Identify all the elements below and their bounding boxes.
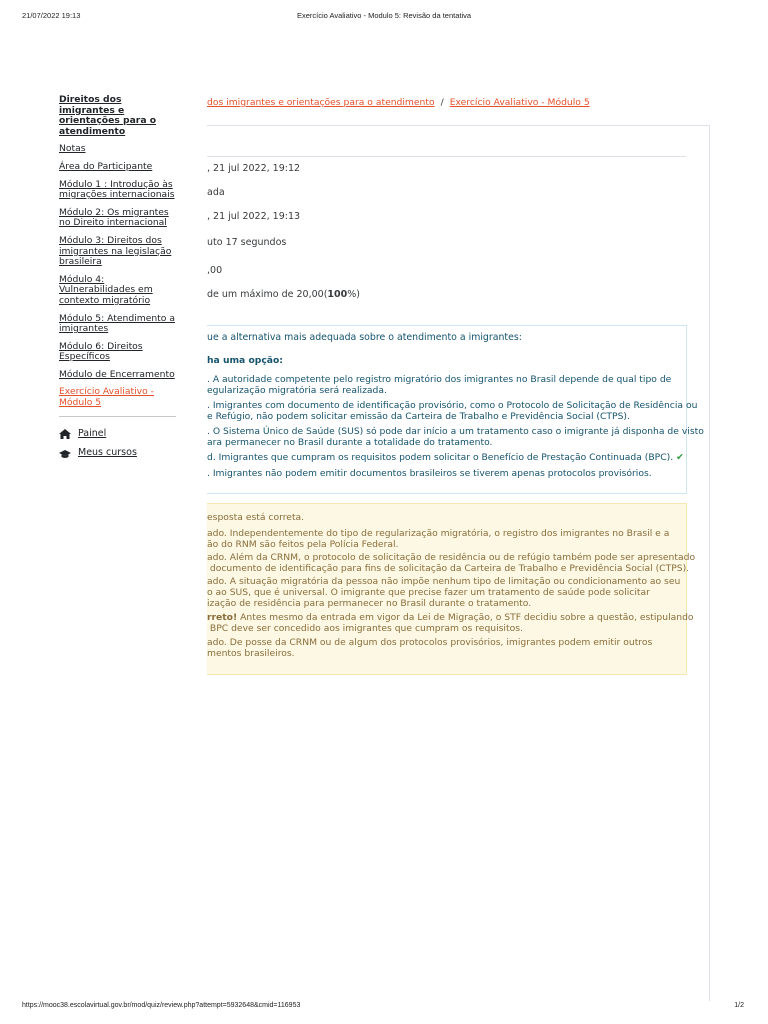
question-text: ue a alternativa mais adequada sobre o atendimento a imigrantes: bbox=[207, 332, 522, 343]
grade-max-prefix: de um máximo de 20,00( bbox=[207, 289, 328, 300]
summary-grade-max bbox=[207, 289, 360, 300]
print-title: Exercício Avaliativo - Modulo 5: Revisão da tentativa bbox=[296, 11, 472, 20]
feedback-item-e: ado. De posse da CRNM ou de algum dos protocolos provisórios, imigrantes podem emitir outros mentos brasileiros. bbox=[207, 637, 653, 659]
option-d-text: d. Imigrantes que cumpram os requisitos podem solicitar o Benefício de Prestação Continuada (BPC). bbox=[207, 452, 674, 463]
print-page-number: 1/2 bbox=[734, 1002, 744, 1009]
sidebar-item-modulo-4[interactable]: Módulo 4: Vulnerabilidades em contexto migratório bbox=[59, 273, 153, 306]
home-icon bbox=[59, 429, 71, 439]
feedback-correct: esposta está correta. bbox=[207, 512, 305, 523]
sidebar-item-encerramento[interactable]: Módulo de Encerramento bbox=[59, 368, 175, 380]
graduation-cap-icon bbox=[59, 449, 71, 459]
summary-time: uto 17 segundos bbox=[207, 237, 287, 248]
breadcrumb-separator: / bbox=[440, 97, 444, 108]
feedback-item-b: ado. Além da CRNM, o protocolo de solicitação de residência ou de refúgio também pode ser apresentado documento de identificação para fins de solicitação da Carteira de Trabalho e Previdência Social (CTPS). bbox=[207, 552, 696, 574]
option-d[interactable] bbox=[207, 452, 684, 463]
feedback-item-a: ado. Independentemente do tipo de regularização migratória, o registro dos imigrantes no Brasil e a ão do RNM são feitos pela Polícia Federal. bbox=[207, 528, 670, 550]
sidebar-item-modulo-1[interactable]: Módulo 1 : Introdução às migrações internacionais bbox=[59, 178, 175, 201]
print-url: https://mooc38.escolavirtual.gov.br/mod/quiz/review.php?attempt=5932648&cmid=116953 bbox=[22, 1002, 301, 1009]
grade-max-suffix: %) bbox=[347, 289, 360, 300]
summary-state: ada bbox=[207, 187, 225, 198]
painel-label: Painel bbox=[78, 427, 107, 439]
sidebar-item-modulo-6[interactable]: Módulo 6: Direitos Específicos bbox=[59, 340, 143, 363]
option-c[interactable]: . O Sistema Único de Saúde (SUS) só pode dar início a um tratamento caso o imigrante já disponha de visto ara permanecer no Brasil durante a totalidade do tratamento. bbox=[207, 426, 704, 448]
feedback-correct-label: rreto! bbox=[207, 612, 238, 623]
breadcrumb bbox=[207, 97, 590, 108]
check-icon: ✔ bbox=[676, 452, 684, 463]
summary-started: , 21 jul 2022, 19:12 bbox=[207, 163, 301, 174]
feedback-correct-text: Antes mesmo da entrada em vigor da Lei de Migração, o STF decidiu sobre a questão, estipulando BPC deve ser concedido aos imigrantes que cumpram os requisitos. bbox=[209, 612, 694, 634]
summary-grade: ,00 bbox=[207, 265, 223, 276]
breadcrumb-quiz[interactable]: Exercício Avaliativo - Módulo 5 bbox=[449, 97, 590, 108]
sidebar-divider bbox=[59, 416, 176, 417]
sidebar-item-notas[interactable]: Notas bbox=[59, 143, 86, 155]
question-prompt: ha uma opção: bbox=[207, 355, 283, 366]
sidebar-item-modulo-2[interactable]: Módulo 2: Os migrantes no Direito internacional bbox=[59, 206, 169, 229]
sidebar-item-modulo-3[interactable]: Módulo 3: Direitos dos imigrantes na legislação brasileira bbox=[59, 234, 172, 268]
option-b[interactable]: . Imigrantes com documento de identificação provisório, como o Protocolo de Solicitação de Residência ou e Refúgio, não podem solicitar emissão da Carteira de Trabalho e Previdência Social (CTPS). bbox=[207, 400, 698, 422]
sidebar-item-painel[interactable] bbox=[59, 429, 176, 440]
feedback-box bbox=[207, 503, 696, 675]
feedback-item-c: ado. A situação migratória da pessoa não impõe nenhum tipo de limitação ou condicionamento ao seu o ao SUS, que é universal. O imigrante que precise fazer um tratamento de saúde pode solicitar ização de residência para permanecer no Brasil durante o tratamento. bbox=[207, 576, 681, 609]
print-date: 21/07/2022 19:13 bbox=[22, 11, 81, 20]
sidebar-course-title[interactable]: Direitos dos imigrantes e orientações para o atendimento bbox=[59, 94, 157, 137]
grade-percent: 100 bbox=[327, 289, 348, 300]
option-a[interactable]: . A autoridade competente pelo registro migratório dos imigrantes no Brasil depende de qual tipo de egularização migratória será realizada. bbox=[207, 374, 672, 396]
question-box bbox=[207, 325, 704, 494]
feedback-item-d bbox=[207, 612, 694, 634]
sidebar-item-modulo-5[interactable]: Módulo 5: Atendimento a imigrantes bbox=[59, 312, 175, 335]
course-sidebar bbox=[59, 95, 176, 468]
summary-divider bbox=[207, 156, 686, 157]
summary-completed: , 21 jul 2022, 19:13 bbox=[207, 211, 301, 222]
main-content bbox=[207, 90, 710, 1000]
option-e[interactable]: . Imigrantes não podem emitir documentos brasileiros se tiverem apenas protocolos provisórios. bbox=[207, 468, 652, 479]
sidebar-item-exercicio[interactable]: Exercício Avaliativo - Módulo 5 bbox=[59, 386, 154, 409]
breadcrumb-course[interactable]: dos imigrantes e orientações para o atendimento bbox=[207, 97, 435, 108]
sidebar-item-meus-cursos[interactable] bbox=[59, 448, 176, 459]
meus-cursos-label: Meus cursos bbox=[78, 447, 137, 459]
sidebar-item-area-participante[interactable]: Área do Participante bbox=[59, 160, 153, 172]
